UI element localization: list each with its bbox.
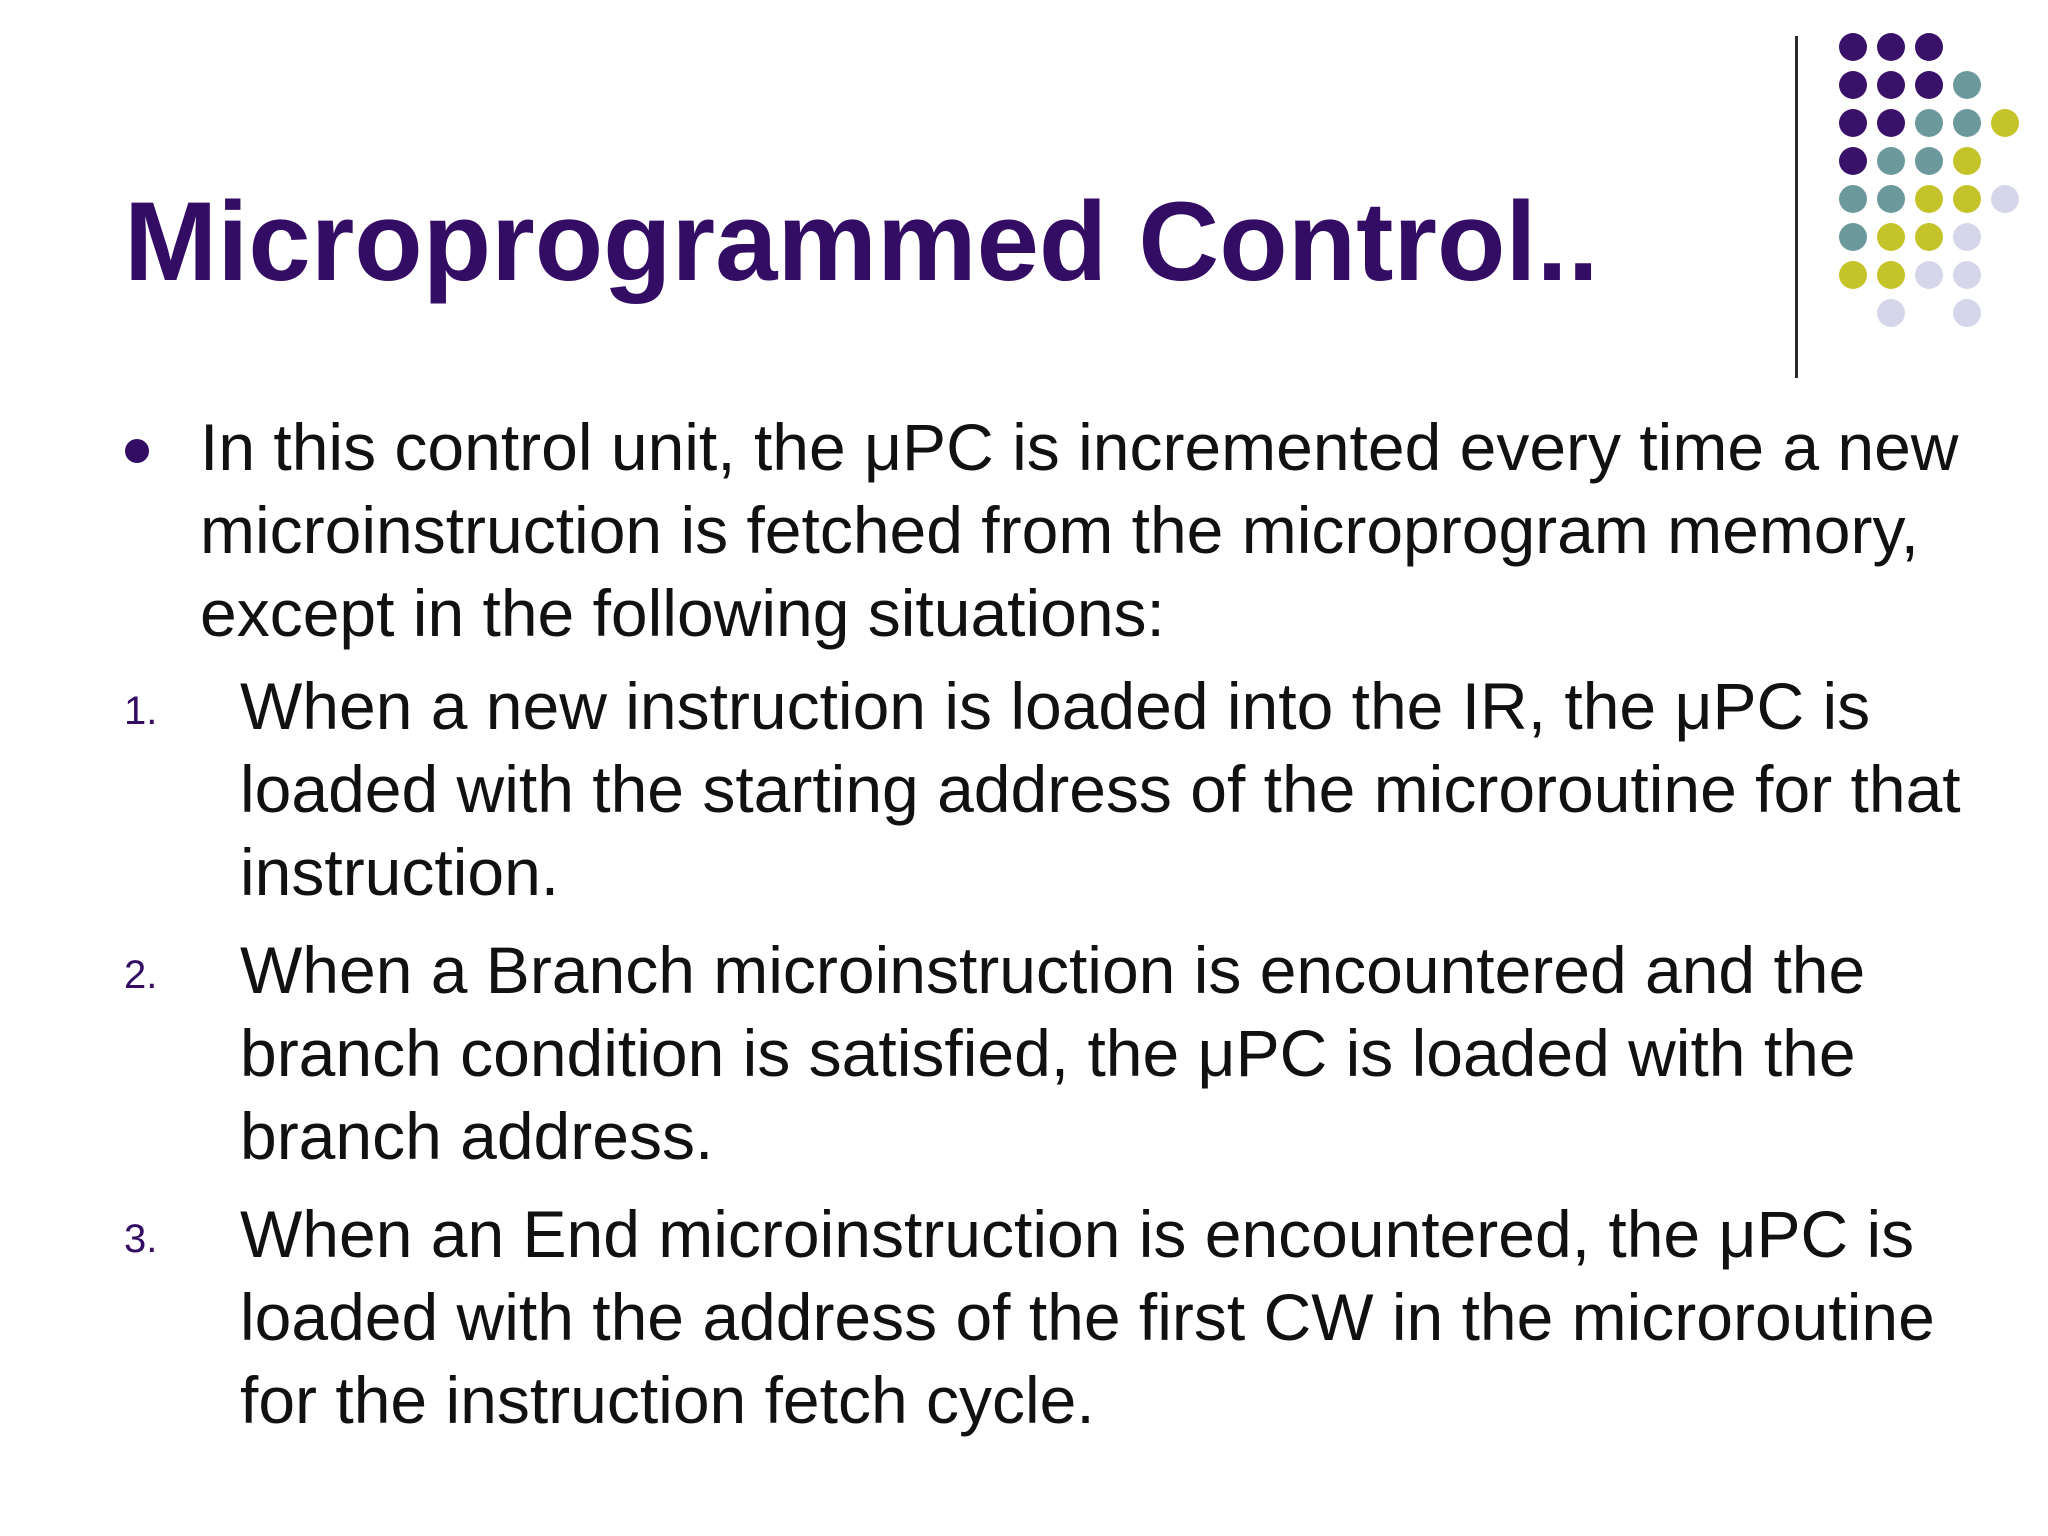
decorative-dot — [1839, 147, 1867, 175]
decorative-dot — [1991, 109, 2019, 137]
decorative-dot — [1915, 33, 1943, 61]
decorative-dot — [1839, 109, 1867, 137]
decorative-dot — [1915, 185, 1943, 213]
slide-title: Microprogrammed Control.. — [124, 179, 1599, 304]
decorative-dot — [1839, 223, 1867, 251]
decorative-dot — [1953, 109, 1981, 137]
list-number-2: 2. — [124, 953, 158, 997]
list-number-3: 3. — [124, 1217, 158, 1261]
bullet-icon — [125, 439, 149, 463]
decorative-dot — [1953, 261, 1981, 289]
decorative-dot — [1877, 261, 1905, 289]
decorative-dot — [1839, 261, 1867, 289]
decorative-dot — [1877, 299, 1905, 327]
list-item-2: When a Branch microinstruction is encountered and the branch condition is satisfied, the μPC is loaded with the branch address. — [240, 933, 1866, 1173]
bullet-text: In this control unit, the μPC is incremented every time a new microinstruction is fetched from the microprogram memory, except in the following situations: — [200, 410, 1959, 650]
decorative-dot — [1877, 185, 1905, 213]
list-number-1: 1. — [124, 689, 158, 733]
decorative-dot — [1991, 185, 2019, 213]
decorative-dot — [1877, 223, 1905, 251]
decorative-dot — [1915, 109, 1943, 137]
list-item-3: When an End microinstruction is encountered, the μPC is loaded with the address of the first CW in the microroutine for the instruction fetch cycle. — [240, 1197, 1935, 1437]
decorative-dot — [1953, 71, 1981, 99]
decorative-dot — [1915, 223, 1943, 251]
decorative-dot — [1915, 71, 1943, 99]
decorative-dot — [1953, 299, 1981, 327]
decorative-dot — [1953, 185, 1981, 213]
decorative-dot — [1953, 147, 1981, 175]
decorative-dot — [1953, 223, 1981, 251]
decorative-dot — [1915, 147, 1943, 175]
decorative-dot — [1877, 147, 1905, 175]
decorative-dot — [1877, 109, 1905, 137]
list-item-1: When a new instruction is loaded into the IR, the μPC is loaded with the starting address of the microroutine for that instruction. — [240, 669, 1961, 909]
decorative-dot — [1839, 33, 1867, 61]
decorative-dot — [1839, 185, 1867, 213]
decorative-dot — [1877, 71, 1905, 99]
decorative-dot — [1877, 33, 1905, 61]
decorative-dot — [1839, 71, 1867, 99]
decorative-dot — [1915, 261, 1943, 289]
decorative-dot-grid — [0, 0, 2048, 400]
